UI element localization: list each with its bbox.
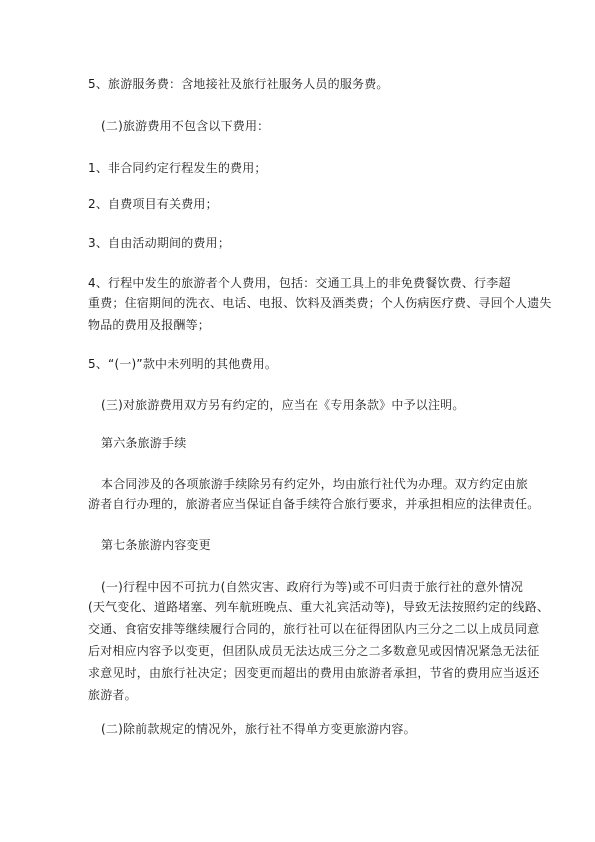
article-7-heading	[101, 534, 531, 556]
paragraph-service-fee	[88, 73, 518, 95]
text-line: (二)旅游费用不包含以下费用：	[101, 119, 270, 133]
text-line: (天气变化、道路堵塞、列车航班晚点、重大礼宾活动等)，导致无法按照约定的线路、	[88, 600, 550, 614]
paragraph-item-5	[88, 353, 518, 375]
text-line: 2、自费项目有关费用；	[88, 197, 218, 211]
text-line: 3、自由活动期间的费用；	[88, 236, 231, 250]
paragraph-article-7-item-2	[101, 718, 531, 740]
paragraph-item-4-cont	[88, 292, 552, 336]
text-line: (三)对旅游费用双方另有约定的，应当在《专用条款》中予以注明。	[101, 398, 465, 412]
text-line: 交通、食宿安排等继续履行合同的，旅行社可以在征得团队内三分之二以上成员同意	[88, 622, 540, 636]
text-line: 旅游者。	[88, 688, 137, 702]
paragraph-special-terms	[101, 394, 531, 416]
text-line: 5、旅游服务费：含地接社及旅行社服务人员的服务费。	[88, 77, 389, 91]
text-line: (二)除前款规定的情况外，旅行社不得单方变更旅游内容。	[101, 722, 416, 736]
text-line: 求意见时，由旅行社决定；因变更而超出的费用由旅游者承担，节省的费用应当返还	[88, 666, 540, 680]
text-line: 后对相应内容予以变更，但团队成员无法达成三分之二多数意见或因情况紧急无法征	[88, 644, 540, 658]
article-6-heading	[101, 432, 531, 454]
text-line: 第七条旅游内容变更	[101, 538, 211, 552]
text-line: 第六条旅游手续	[101, 436, 187, 450]
text-line: 5、“(一)”款中未列明的其他费用。	[88, 357, 278, 371]
paragraph-article-6-body	[101, 473, 531, 495]
text-line: 4、行程中发生的旅游者个人费用，包括：交通工具上的非免费餐饮费、行李超	[88, 276, 511, 290]
text-line: (一)行程中因不可抗力(自然灾害、政府行为等)或不可归责于旅行社的意外情况	[101, 580, 524, 594]
text-line: 重费；住宿期间的洗衣、电话、电报、饮料及酒类费；个人伤病医疗费、寻回个人遗失	[88, 296, 552, 310]
paragraph-item-1	[88, 157, 518, 179]
text-line: 1、非合同约定行程发生的费用；	[88, 161, 267, 175]
paragraph-item-4	[88, 272, 518, 294]
paragraph-article-6-body-cont	[88, 493, 540, 515]
text-line: 游者自行办理的，旅游者应当保证自备手续符合旅行要求，并承担相应的法律责任。	[88, 497, 540, 511]
text-line: 物品的费用及报酬等；	[88, 318, 211, 332]
paragraph-excluded-fees-heading	[101, 115, 531, 137]
text-line: 本合同涉及的各项旅游手续除另有约定外，均由旅行社代为办理。双方约定由旅	[101, 477, 529, 491]
paragraph-article-7-item-1-cont	[88, 596, 550, 706]
paragraph-item-2	[88, 193, 518, 215]
paragraph-article-7-item-1	[101, 576, 531, 598]
paragraph-item-3	[88, 232, 518, 254]
